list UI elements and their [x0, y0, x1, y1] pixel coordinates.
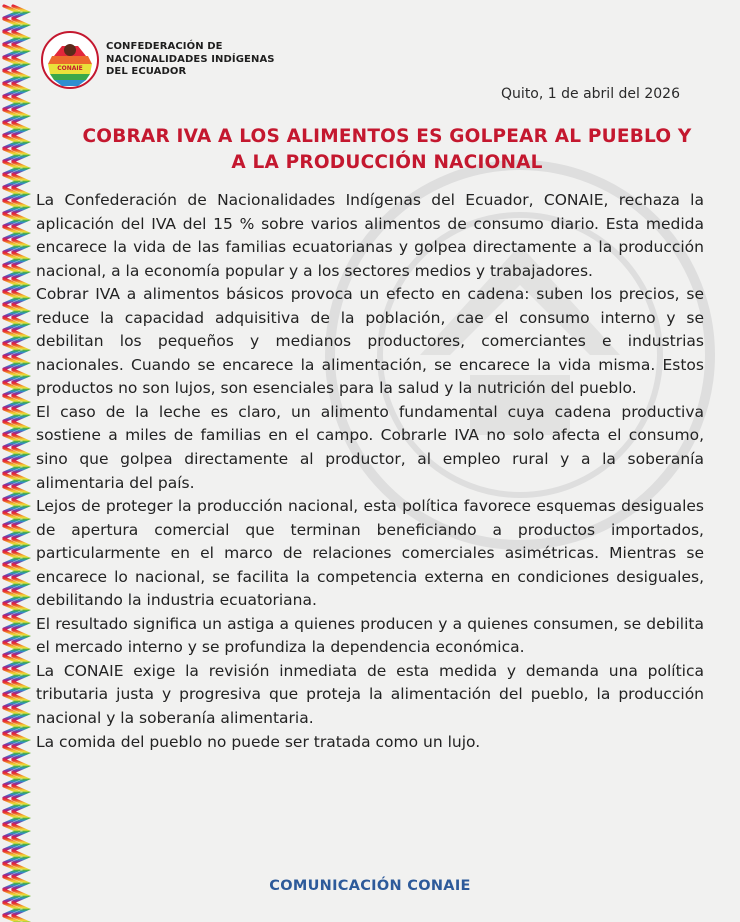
title-line-1: COBRAR IVA A LOS ALIMENTOS ES GOLPEAR AL PUEBLO Y: [82, 126, 692, 147]
org-name-line-1: CONFEDERACIÓN DE: [106, 41, 223, 53]
document-date: Quito, 1 de abril del 2026: [501, 86, 680, 102]
logo-text: CONAIE: [57, 65, 83, 72]
paragraph-6: La CONAIE exige la revisión inmediata de esta medida y demanda una política tributaria justa y progresiva que proteja la alimentación del pueblo, la producción nacional y la soberanía alimentaria.: [36, 661, 704, 728]
conaie-logo-icon: [40, 30, 100, 90]
paragraph-2: Cobrar IVA a alimentos básicos provoca un efecto en cadena: suben los precios, se reduce la capacidad adquisitiva de la población, cae el consumo interno y se debilitan los pequeños y medianos productores, comerciantes e industrias nacionales. Cuando se encarece la alimentación, se encarece la vida misma. Estos productos no son lujos, son esenciales para la salud y la nutrición del pueblo.: [36, 285, 704, 398]
org-name-line-3: DEL ECUADOR: [106, 66, 187, 78]
wiphala-zigzag-border: [0, 0, 34, 922]
paragraph-5: El resultado significa un astiga a quienes producen y a quienes consumen, se debilita el mercado interno y se profundiza la dependencia económica.: [36, 614, 704, 657]
statement-title: [36, 124, 738, 176]
organization-name: [106, 41, 276, 79]
paragraph-3: El caso de la leche es claro, un alimento fundamental cuya cadena productiva sostiene a miles de familias en el campo. Cobrarle IVA no solo afecta el consumo, sino que golpea directamente al productor, al empleo rural y a la soberanía alimentaria del país.: [36, 402, 704, 492]
title-line-2: A LA PRODUCCIÓN NACIONAL: [231, 152, 543, 173]
paragraph-4: Lejos de proteger la producción nacional, esta política favorece esquemas desiguales de apertura comercial que terminan beneficiando a productos importados, particularmente en el marco de relaciones comerciales asimétricas. Mientras se encarece lo nacional, se facilita la competencia externa en condiciones desiguales, debilitando la industria ecuatoriana.: [36, 497, 704, 610]
paragraph-7: La comida del pueblo no puede ser tratada como un lujo.: [36, 732, 481, 751]
statement-body: [36, 189, 704, 754]
paragraph-1: La Confederación de Nacionalidades Indígenas del Ecuador, CONAIE, rechaza la aplicación del IVA del 15 % sobre varios alimentos de consumo diario. Esta medida encarece la vida de las familias ecuatorianas y golpea directamente a la producción nacional, a la economía popular y a los sectores medios y trabajadores.: [36, 191, 704, 280]
signature: COMUNICACIÓN CONAIE: [269, 878, 471, 894]
org-name-line-2: NACIONALIDADES INDÍGENAS: [106, 53, 275, 65]
letterhead: [40, 30, 276, 90]
